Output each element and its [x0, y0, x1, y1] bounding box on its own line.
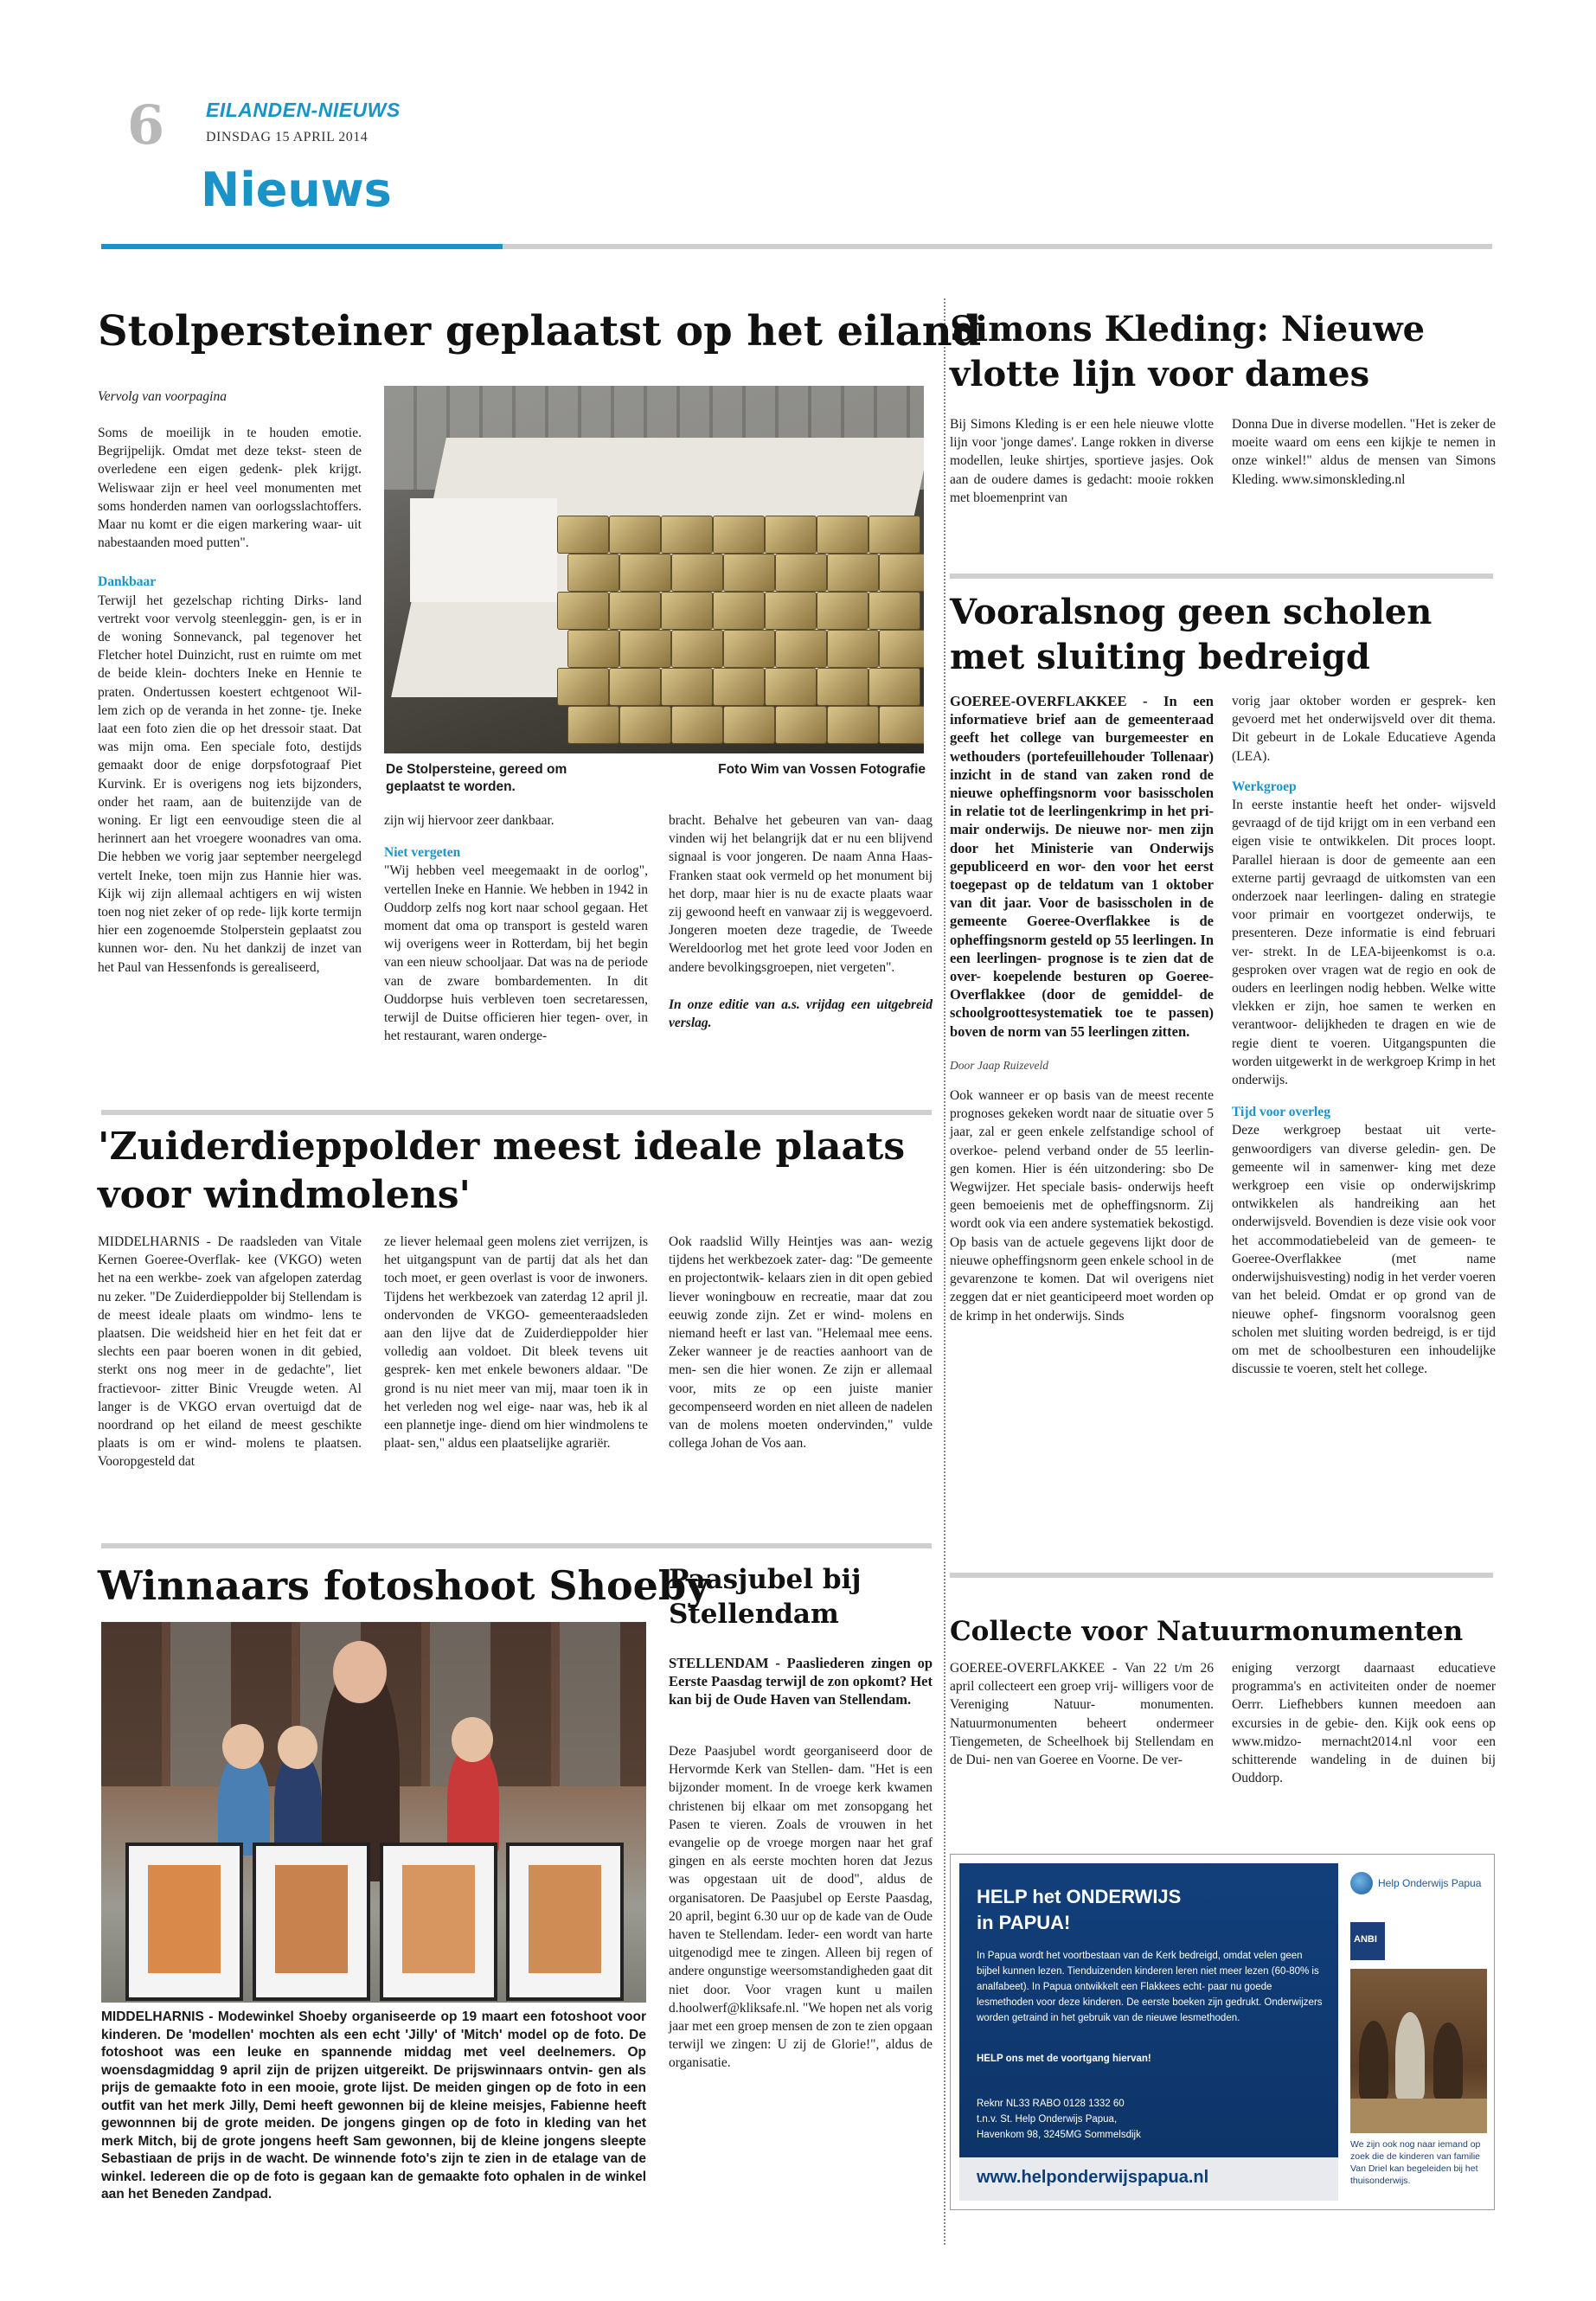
rule-windmolens: [101, 1110, 932, 1115]
stolperstein-block: [609, 668, 661, 706]
stolperstein-block: [609, 592, 661, 630]
column-divider: [944, 298, 945, 2245]
windmolens-headline: 'Zuiderdieppolder meest ideale plaats voor windmolens': [98, 1125, 906, 1217]
rule-collecte: [950, 1573, 1493, 1578]
scholen-headline: Vooralsnog geen scholen met sluiting bedreigd: [950, 592, 1433, 677]
stolperstein-block: [723, 554, 775, 592]
paasjubel-headline: Paasjubel bij Stellendam: [669, 1564, 862, 1630]
scholen-col1: [950, 692, 1214, 1325]
stolperstein-block: [817, 668, 869, 706]
stolperstein-block: [661, 668, 713, 706]
stolperstein-block: [765, 592, 817, 630]
stolperstein-block: [713, 592, 765, 630]
stolperstein-block: [775, 706, 827, 744]
stolperstein-block: [671, 554, 723, 592]
stolperstein-block: [557, 668, 609, 706]
ad-body: In Papua wordt het voortbestaan van de Kerk bedreigd, omdat velen geen bijbel kunnen lezen. Tienduizenden kinderen leren niet meer lezen (60-80% is analfabeet). In Papua ontwikkelt een Flakkees echt- paar nu goede lesmethoden voor deze kinderen. De eerste boeken zijn gedrukt. Onderwijzers worden getraind in het gebruik van de nieuwe lesmethoden.: [977, 1951, 1323, 2023]
stolperstein-block: [661, 516, 713, 554]
ad-help-line: HELP ons met de voortgang hiervan!: [977, 2054, 1151, 2064]
stolperstein-block: [619, 554, 671, 592]
scholen-lead: GOEREE-OVERFLAKKEE - In een informatieve brief aan de gemeenteraad geeft het college van burgemeester en wethouders (portefeuillehouder Tollenaar) inzicht in de stand van zaken rond de nieuwe opheffingsnorm voor basisscholen in relatie tot de leerlingenkrimp in het pri- mair onderwijs. De nieuwe nor- men zijn door het Ministerie van Onderwijs gepubliceerd en wor- den voor het eerst toegepast op de teldatum van 1 oktober van dit jaar. Voor de basisscholen in de gemeente Goeree-Overflakkee is de opheffingsnorm gesteld op 55 leerlingen. In een leerlingen- prognose is te zien dat de over- koepelende besturen op Goeree- Overflakkee (door de gemiddel- de schoolgroottesystematiek toe te passen) boven de norm van 55 leerlingen zitten.: [950, 693, 1214, 1040]
rule-shoeby: [101, 1543, 932, 1548]
stolpersteine-p4: "Wij hebben veel meegemaakt in de oorlog", vertellen Ineke en Hannie. We hebben in 1942 in Ouddorp zelfs nog kort naar school gegaan. Het moment dat oma op transport is gesteld waren wij overigens weer in Rotterdam, bij het begin van een nieuw schooljaar. Dat was na de periode van de zware bombardementen. In dit Ouddorpse huis verbleven toen secretaressen, terwijl de Duitse officieren hier tegen- over, in het restaurant, waren onderge-: [384, 863, 648, 1044]
stolpersteine-p3: zijn wij hiervoor zeer dankbaar.: [384, 813, 554, 828]
stolperstein-block: [817, 592, 869, 630]
paasjubel-body: Deze Paasjubel wordt georganiseerd door de Hervormde Kerk van Stellen- dam. "Het is een bijzonder moment. In de vroege kerk kwamen christenen bij elkaar om met zonsopgang het Pasen te vieren. Zoals de vrouwen in het evangelie op de vroege morgen naar het graf gingen en als eerste mochten horen dat Jezus was opgestaan uit de dood", aldus de organisatoren. De Paasjubel op Eerste Paasdag, 20 april, begint 6.30 uur op de kade van de Oude haven te Stellendam. Ieder- een wordt van harte uitgenodigd mee te zingen. Alleen bij regen of andere ongunstige weersomstandigheden gaat dit niet door. Voor vragen kunt u mailen d.hoolwerf@kliksafe.nl. "We hopen net als vorig jaar met een groep mensen de zon te zien opgaan terwijl we zingen: U zij de Glorie!", aldus de organisatie.: [669, 1744, 933, 2071]
section-rule: [503, 244, 1492, 249]
shoeby-caption: MIDDELHARNIS - Modewinkel Shoeby organiseerde op 19 maart een fotoshoot voor kinderen. De 'modellen' mochten als een echt 'Jilly' of 'Mitch' model op de foto. De fotoshoot was een leuke en spannende middag met veel deelnemers. Op woensdagmiddag 9 april zijn de prijzen uitgereikt. De prijswinnaars ontvin- gen als prijs de gemaakte foto in een mooie, grote lijst. De meiden gingen op de foto in een outfit van het merk Jilly, Demi heeft gewonnen bij de kleine meisjes, Fabienne heeft gewonnnen bij de grote meiden. De jongens gingen op de foto in kleding van het merk Mitch, bij de grote jongens heeft Sam gewonnen, bij de kleine jongens sleepte Sebastiaan de prijs in de wacht. De winnende foto's zijn te zien in de etalage van de winkel. Iedereen die op de foto is gegaan kan de gemaakte foto ophalen in de winkel aan het Beneden Zandpad.: [101, 2009, 646, 2202]
stolperstein-block: [723, 706, 775, 744]
stolperstein-block: [827, 554, 879, 592]
stolpersteine-photo: [384, 386, 924, 753]
scholen-sub-werkgroep: Werkgroep: [1232, 779, 1297, 794]
stolperstein-block: [713, 668, 765, 706]
stolperstein-block: [557, 516, 609, 554]
papua-ad[interactable]: [950, 1854, 1495, 2210]
stolpersteine-intro-label: Vervolg van voorpagina: [98, 389, 227, 404]
stolperstein-block: [879, 554, 924, 592]
collecte-col1: GOEREE-OVERFLAKKEE - Van 22 t/m 26 april collecteert een groep vrij- willigers voor de Vereniging Natuur- monumenten. Natuurmonumenten beheert ondermeer Tiengemeten, de Scheelhoek bij Stellendam en de Dui- nen van Goeree en Voorne. De ver-: [950, 1661, 1214, 1768]
stolperstein-block: [619, 630, 671, 668]
stolperstein-block: [827, 630, 879, 668]
stolpersteine-sub-niet-vergeten: Niet vergeten: [384, 845, 461, 861]
ad-address: Havenkom 98, 3245MG Sommelsdijk: [977, 2130, 1141, 2140]
stolpersteine-col2: [384, 811, 648, 1045]
stolperstein-block: [557, 592, 609, 630]
stolperstein-block: [869, 592, 920, 630]
ad-logo-icon: [1350, 1872, 1373, 1894]
stolperstein-block: [765, 516, 817, 554]
stolperstein-block: [723, 630, 775, 668]
stolpersteine-photo-credit: Foto Wim van Vossen Fotografie: [718, 762, 926, 777]
stolperstein-block: [827, 706, 879, 744]
stolperstein-block: [775, 630, 827, 668]
stolperstein-block: [879, 706, 924, 744]
stolpersteine-col1: [98, 424, 362, 977]
stolperstein-block: [619, 706, 671, 744]
simons-col2: Donna Due in diverse modellen. "Het is zeker de moeite waard om eens een kijkje te nemen in onze winkel!" aldus de mensen van Simons Kleding. www.simonskleding.nl: [1232, 417, 1496, 487]
collecte-headline: Collecte voor Natuurmonumenten: [950, 1616, 1464, 1647]
simons-headline: Simons Kleding: Nieuwe vlotte lijn voor dames: [950, 309, 1426, 394]
ad-url[interactable]: www.helponderwijspapua.nl: [977, 2168, 1209, 2187]
ad-logo-text: Help Onderwijs Papua: [1378, 1877, 1482, 1889]
ad-title-line1: HELP het ONDERWIJS: [977, 1886, 1182, 1907]
stolperstein-block: [671, 706, 723, 744]
shoeby-photo: [101, 1622, 646, 2003]
stolpersteine-p5: bracht. Behalve het gebeuren van van- daag vinden wij het belangrijk dat er nu een blijvend signaal is voor jongeren. De naam Anna Haas-Franken staat ook vermeld op het monument bij het dorp, maar hier is nu de exacte plaats waar zij gewoond heeft en vanwaar zij is weggevoerd. Jongeren moeten deze tragedie, de Tweede Wereldoorlog met het grote leed voor Joden en andere bevolkingsgroepen, niet vergeten".: [669, 813, 933, 975]
stolperstein-block: [869, 516, 920, 554]
ad-title-line2: in PAPUA!: [977, 1912, 1071, 1933]
stolperstein-block: [869, 668, 920, 706]
scholen-col2: [1232, 692, 1496, 1378]
windmolens-col3: Ook raadslid Willy Heintjes was aan- wezig tijdens het werkbezoek zater- dag: "De gemeente en projectontwik- kelaars zien in dit open gebied liever woningbouw en recreatie, maar dat zou eeuwig zonde zijn. Zet er wind- molens en niemand heeft er last van. "Helemaal mee eens. Zeker wanneer je de reacties aanhoort van de men- sen die hier wonen. Ze zijn er allemaal voor, mits ze op een juiste manier gecompenseerd worden en niet alleen de nadelen van de molens moeten ondervinden," vulde collega Johan de Vos aan.: [669, 1234, 933, 1452]
ad-bank: Reknr NL33 RABO 0128 1332 60: [977, 2099, 1125, 2109]
shoeby-headline: Winnaars fotoshoot Shoeby: [98, 1562, 709, 1609]
stolperstein-block: [671, 630, 723, 668]
issue-date: DINSDAG 15 APRIL 2014: [206, 130, 369, 144]
stolperstein-block: [775, 554, 827, 592]
paasjubel-lead: STELLENDAM - Paasliederen zingen op Eerste Paasdag terwijl de zon opkomt? Het kan bij de Oude Haven van Stellendam.: [669, 1655, 933, 1708]
stolperstein-block: [567, 630, 619, 668]
simons-col1: Bij Simons Kleding is er een hele nieuwe vlotte lijn voor 'jonge dames'. Lange rokken in diverse modellen, leuke shirtjes, sportieve jasjes. Ook aan de oudere dames is gedacht: mooie rokken met bloemenprint van: [950, 417, 1214, 505]
stolperstein-block: [713, 516, 765, 554]
scholen-p1: Ook wanneer er op basis van de meest recente prognoses gekeken wordt naar de situatie over 5 jaar, zal er geen enkele zelfstandige school of overkoe- pelend verband onder de 55 leerlin- gen komen. Hier is één uitzondering: sbo De Wegwijzer. Het speciale basis- onderwijs heeft geen bemoeienis met de opheffingsnorm. Zij wordt ook via een andere systematiek bekostigd. Op basis van de actuele gegevens lijkt door de nieuwe opheffingsnorm geen enkele school in de gevarenzone te komen. Dat wil overigens niet zeggen dat er niet geanticipeerd moet worden op de krimp in het onderwijs. Sinds: [950, 1088, 1214, 1324]
rule-scholen: [950, 574, 1493, 579]
stolpersteine-col3: [669, 811, 933, 1032]
collecte-col2: eniging verzorgt daarnaast educatieve programma's en activiteiten onder de noemer Oerrr. Liefhebbers kunnen meedoen aan excursies in de gebie- den. Kijk ook eens op www.midzo- mernacht2014.nl voor een schitterende wandeling in de duinen bij Ouddorp.: [1232, 1661, 1496, 1786]
scholen-p4: Deze werkgroep bestaat uit verte- genwoordigers van diverse geledin- gen. De gemeente wil in samenwer- king met deze werkgroep een visie op onderwijskrimp ontwikkelen als handreiking aan het onderwijsveld. Bovendien is deze visie ook voor het accommodatiebeleid van de gemeen- te Goeree-Overflakkee (met name onderwijshuisvesting) nodig in het verder voeren van het beleid. Omdat er op grond van de nieuwe ophef- fingsnorm vooralsnog geen scholen met sluiting worden bedreigd, is er tijd om met de schoolbesturen een inhoudelijke discussie te voeren, stelt het college.: [1232, 1123, 1496, 1377]
scholen-byline: Door Jaap Ruizeveld: [950, 1058, 1048, 1072]
windmolens-col2: ze liever helemaal geen molens ziet verrijzen, is het uitgangspunt van de partij dat als het dan toch moet, er geen overlast is voor de inwoners. Tijdens het werkbezoek van zaterdag 12 april jl. ondervonden de VKGO- gemeenteraadsleden aan den lijve dat de Zuiderdieppolder hier volledig aan voldoet. Dit bleek tevens uit gesprek- ken met enkele bewoners aldaar. "De grond is nu niet meer van mij, maar toen ik in het verleden nog wel eige- naar was, heb ik al een plannetje inge- diend om hier windmolens te plaat- sen," aldus een plaatselijke agrariër.: [384, 1234, 648, 1452]
scholen-p2: vorig jaar oktober worden er gesprek- ken gevoerd met het onderwijsveld over dit thema. Dit gebeurt in de Lokale Educatieve Agenda (LEA).: [1232, 694, 1496, 764]
stolpersteine-p1: Soms de moeilijk in te houden emotie. Begrijpelijk. Omdat met deze tekst- steen de overledene een eigen gedenk- plek krijgt. Weliswaar zijn er heel veel monumenten met soms honderden namen van oorlogsslachtoffers. Maar nu komt er die eigen markering waar- uit nabestaanden moed putten".: [98, 426, 362, 551]
stolperstein-block: [567, 554, 619, 592]
stolpersteine-headline: Stolpersteiner geplaatst op het eiland: [98, 307, 982, 356]
paper-logo: EILANDEN-NIEUWS: [206, 99, 401, 121]
ad-children-photo: [1350, 1969, 1487, 2133]
stolpersteine-p2: Terwijl het gezelschap richting Dirks- land vertrekt voor vervolg steenleggin- gen, is er in de woning Sonnevanck, pal tegenover het Fletcher hotel Duinzicht, rust en ruimte om met de beide klein- dochters Ineke en Hennie te praten. Ondertussen koestert echtgenoot Wil- lem zich op de veranda in het zonne- tje. Ineke laat een foto zien die op het dressoir staat. Dat was mijn oma. Een speciale foto, destijds gemaakt door de enige dorpsfotograaf Piet Kurvink. Er is overigens nog iets bijzonders, onder het raam, aan de buitenzijde van de woning. Er ligt een eenvoudige steen die al herinnert aan het vroegere woonadres van oma. Die hebben we vorig jaar september neergelegd vertelt Ineke, toen mijn zus Hannie hier was. Kijk wij zijn allemaal achtigers en wij wisten toen nog niet zeker of op rede- lijk korte termijn hier een zogenoemde Stolperstein geplaatst zou kunnen wor- den. Nu het dankzij de inzet van het Paul van Hessenfonds is gerealiseerd,: [98, 593, 362, 975]
scholen-sub-overleg: Tijd voor overleg: [1232, 1105, 1330, 1120]
page-number: 6: [127, 93, 165, 157]
ad-attn: t.n.v. St. Help Onderwijs Papua,: [977, 2114, 1118, 2125]
stolperstein-block: [817, 516, 869, 554]
stolperstein-block: [567, 706, 619, 744]
stolperstein-block: [879, 630, 924, 668]
stolpersteine-closing: In onze editie van a.s. vrijdag een uitgebreid verslag.: [669, 997, 933, 1031]
section-title: Nieuws: [201, 163, 392, 217]
section-accent-rule: [101, 244, 503, 249]
ad-anbi-label: ANBI: [1354, 1934, 1377, 1945]
stolpersteine-photo-caption: De Stolpersteine, gereed om geplaatst te worden.: [386, 762, 567, 794]
stolperstein-block: [661, 592, 713, 630]
stolpersteine-sub-dankbaar: Dankbaar: [98, 574, 157, 590]
stolperstein-block: [609, 516, 661, 554]
ad-photo-caption: We zijn ook nog naar iemand op zoek die de kinderen van familie Van Driel kan begeleiden bij het thuisonderwijs.: [1350, 2139, 1481, 2186]
stolperstein-block: [765, 668, 817, 706]
scholen-p3: In eerste instantie heeft het onder- wijsveld gevraagd of de tijd krijgt om in een verband een eigen visie te ontwikkelen. Dit proces loopt. Parallel hieraan is door de gemeente aan een externe partij gevraagd de uitkomsten van een onderzoek naar leerlingen- daling en strategie voor primair en voortgezet onderwijs, te presenteren. Deze informatie is eind februari ver- strekt. In de LEA-bijeenkomst is o.a. gesproken over vragen wat de regio en ook de ouders en leerlingen nodig hebben. Welke witte vlekken er zijn, hoe samen te werken en verantwoor- delijkheden te dragen en wie de regie dient te voeren. Uitgangspunten die worden uitgewerkt in de werkgroep Krimp in het onderwijs.: [1232, 798, 1496, 1088]
windmolens-col1: MIDDELHARNIS - De raadsleden van Vitale Kernen Goeree-Overflak- kee (VKGO) weten het na een werkbe- zoek van afgelopen zaterdag nu zeker. "De Zuiderdieppolder bij Stellendam is de meest ideale plaats om windmo- lens te plaatsen. Die weidsheid hier en het feit dat er slechts een paar boeren wonen in dit gebied, sterkt ons nog meer in de gedachte", liet fractievoor- zitter Binic Vreugde weten. Al langer is de VKGO ervan overtuigd dat de noordrand op het eiland de meest geschikte plaats is om er wind- molens te plaatsen. Vooropgesteld dat: [98, 1234, 362, 1470]
